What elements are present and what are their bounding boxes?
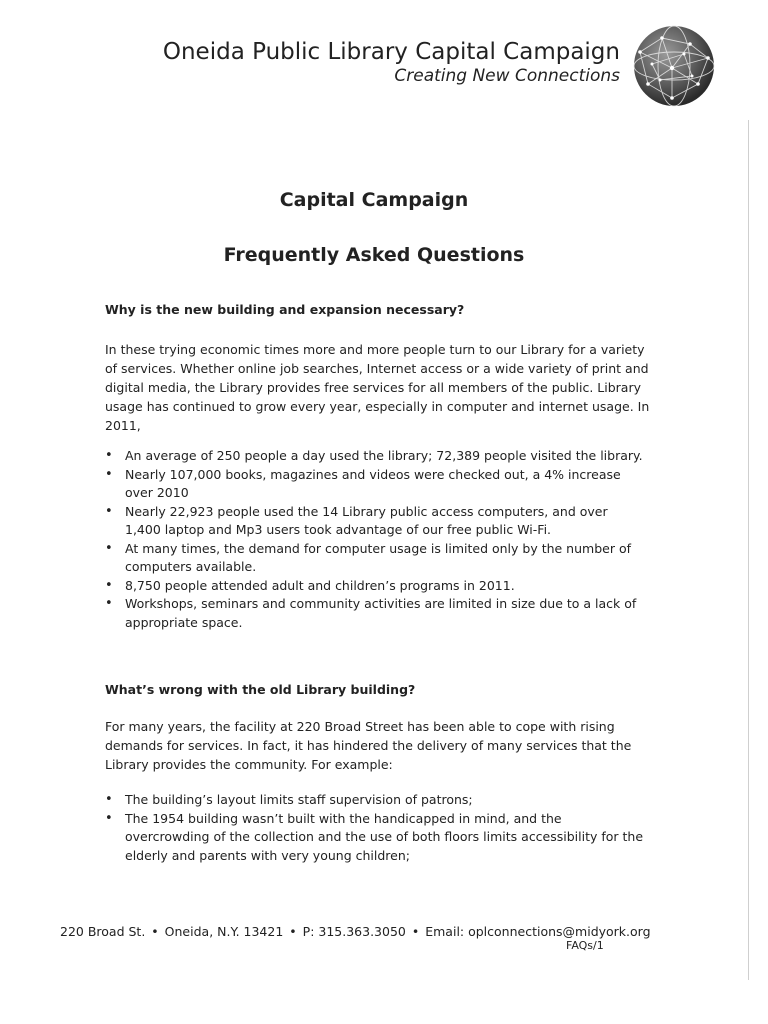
list-item: • An average of 250 people a day used the library; 72,389 people visited the library. [105, 447, 645, 466]
question-2: What’s wrong with the old Library building? [105, 682, 416, 697]
footer-separator: • [151, 924, 159, 939]
page-edge-line [748, 120, 749, 980]
letterhead [150, 38, 620, 86]
footer-separator: • [411, 924, 420, 939]
list-item: • 8,750 people attended adult and children’s programs in 2011. [105, 577, 645, 596]
bullet-list-2 [105, 791, 645, 865]
list-item: • The building’s layout limits staff supervision of patrons; [105, 791, 645, 810]
list-item: • The 1954 building wasn’t built with the handicapped in mind, and the overcrowding of the collection and the use of both floors limits accessibility for the elderly and parents with very young children; [105, 810, 645, 866]
list-item: • Nearly 22,923 people used the 14 Library public access computers, and over 1,400 laptop and Mp3 users took advantage of our free public Wi-Fi. [105, 503, 645, 540]
page-number: FAQs/1 [566, 939, 604, 952]
question-1: Why is the new building and expansion necessary? [105, 302, 465, 317]
list-item: • Nearly 107,000 books, magazines and videos were checked out, a 4% increase over 2010 [105, 466, 645, 503]
doc-subtitle: Frequently Asked Questions [223, 244, 525, 266]
answer-paragraph-2: For many years, the facility at 220 Broad Street has been able to cope with rising demands for services. In fact, it has hindered the delivery of many services that the Library provides the community. For example: [105, 719, 632, 772]
org-name: Oneida Public Library Capital Campaign [162, 39, 620, 65]
doc-title: Capital Campaign [279, 189, 469, 211]
globe-network-icon [632, 24, 716, 108]
footer-separator: • [289, 924, 297, 939]
footer-city: Oneida, N.Y. 13421 [164, 924, 284, 939]
tagline: Creating New Connections [394, 66, 620, 86]
footer-address: 220 Broad St. [60, 924, 146, 939]
footer-phone: P: 315.363.3050 [302, 924, 406, 939]
bullet-list-1 [105, 447, 645, 632]
list-item: • Workshops, seminars and community activities are limited in size due to a lack of appropriate space. [105, 595, 645, 632]
list-item: • At many times, the demand for computer usage is limited only by the number of computers available. [105, 540, 645, 577]
footer-email: Email: oplconnections@midyork.org [425, 924, 651, 939]
answer-paragraph-1: In these trying economic times more and more people turn to our Library for a variety of services. Whether online job searches, Internet access or a wide variety of print and digital media, the Library provides free services for all members of the public. Library usage has continued to grow every year, especially in computer and internet usage. In 2011, [105, 342, 650, 433]
footer-contact [60, 924, 700, 939]
